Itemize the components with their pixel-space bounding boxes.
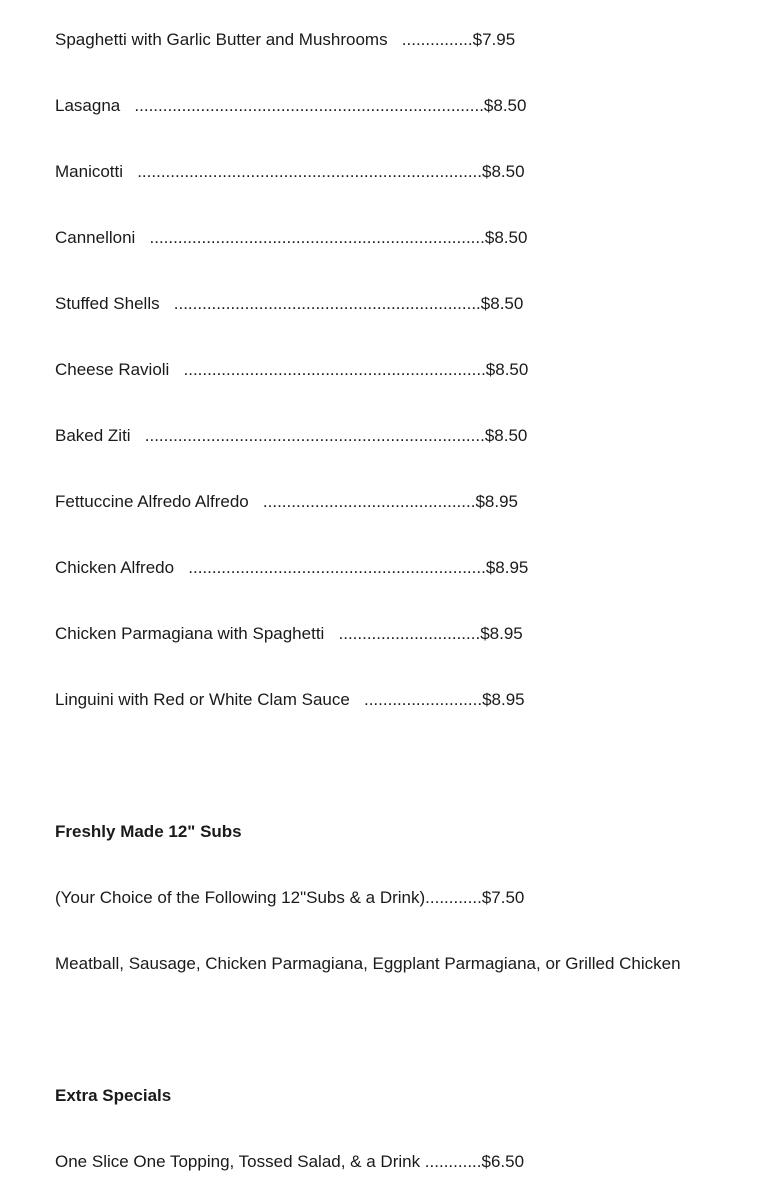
menu-item-name: Linguini with Red or White Clam Sauce: [55, 690, 350, 709]
menu-item: [55, 161, 525, 183]
menu-item-name: Chicken Parmagiana with Spaghetti: [55, 624, 325, 643]
dot-leader: ..........................................................................: [120, 96, 484, 115]
menu-item-price: $8.50: [482, 162, 525, 181]
dot-leader: .........................: [349, 690, 483, 709]
specials-heading: Extra Specials: [55, 1086, 172, 1105]
menu-item-price: $8.95: [480, 624, 523, 643]
menu-item: [55, 359, 528, 381]
menu-item-name: Stuffed Shells: [55, 294, 160, 313]
menu-item-name: Cheese Ravioli: [55, 360, 170, 379]
menu-item-price: $8.95: [482, 690, 525, 709]
menu-item-name: Fettuccine Alfredo Alfredo: [55, 492, 249, 511]
menu-item: [55, 29, 515, 51]
menu-item-price: $8.50: [485, 360, 529, 379]
menu-item-name: Spaghetti with Garlic Butter and Mushrooms: [55, 30, 388, 49]
menu-item-price: $8.50: [484, 228, 528, 247]
menu-item-price: $8.50: [484, 426, 528, 445]
menu-item-price: $7.95: [472, 30, 516, 49]
menu-item-name: Chicken Alfredo: [55, 558, 175, 577]
menu-item-name: Baked Ziti: [55, 426, 131, 445]
menu-item: [55, 227, 527, 249]
dot-leader: ...............................................................: [174, 558, 486, 577]
dot-leader: .................................................................: [159, 294, 481, 313]
dot-leader: ..............................: [324, 624, 481, 643]
dot-leader: .........................................................................: [123, 162, 482, 181]
menu-item-name: Cannelloni: [55, 228, 136, 247]
subs-choices: Meatball, Sausage, Chicken Parmagiana, Eggplant Parmagiana, or Grilled Chicken: [55, 954, 681, 973]
menu-item: [55, 95, 526, 117]
specials-offer: One Slice One Topping, Tossed Salad, & a Drink ............$6.50: [55, 1152, 525, 1171]
menu-item-price: $8.50: [480, 294, 524, 313]
menu-item-name: Manicotti: [55, 162, 124, 181]
dot-leader: ...............: [387, 30, 473, 49]
subs-heading: Freshly Made 12" Subs: [55, 822, 242, 841]
menu-item: [55, 425, 527, 447]
dot-leader: .......................................................................: [135, 228, 485, 247]
menu-item-name: Lasagna: [55, 96, 121, 115]
menu-item: [55, 689, 525, 711]
menu-item: [55, 557, 528, 579]
menu-item-price: $8.95: [475, 492, 518, 511]
menu-item: [55, 293, 523, 315]
menu-item-price: $8.95: [485, 558, 529, 577]
menu-item-price: $8.50: [483, 96, 527, 115]
dot-leader: ........................................................................: [130, 426, 485, 445]
subs-offer: (Your Choice of the Following 12"Subs & a Drink)............$7.50: [55, 888, 525, 907]
dot-leader: ................................................................: [169, 360, 486, 379]
menu-item: [55, 623, 523, 645]
menu-item: [55, 491, 518, 513]
dot-leader: .............................................: [248, 492, 476, 511]
